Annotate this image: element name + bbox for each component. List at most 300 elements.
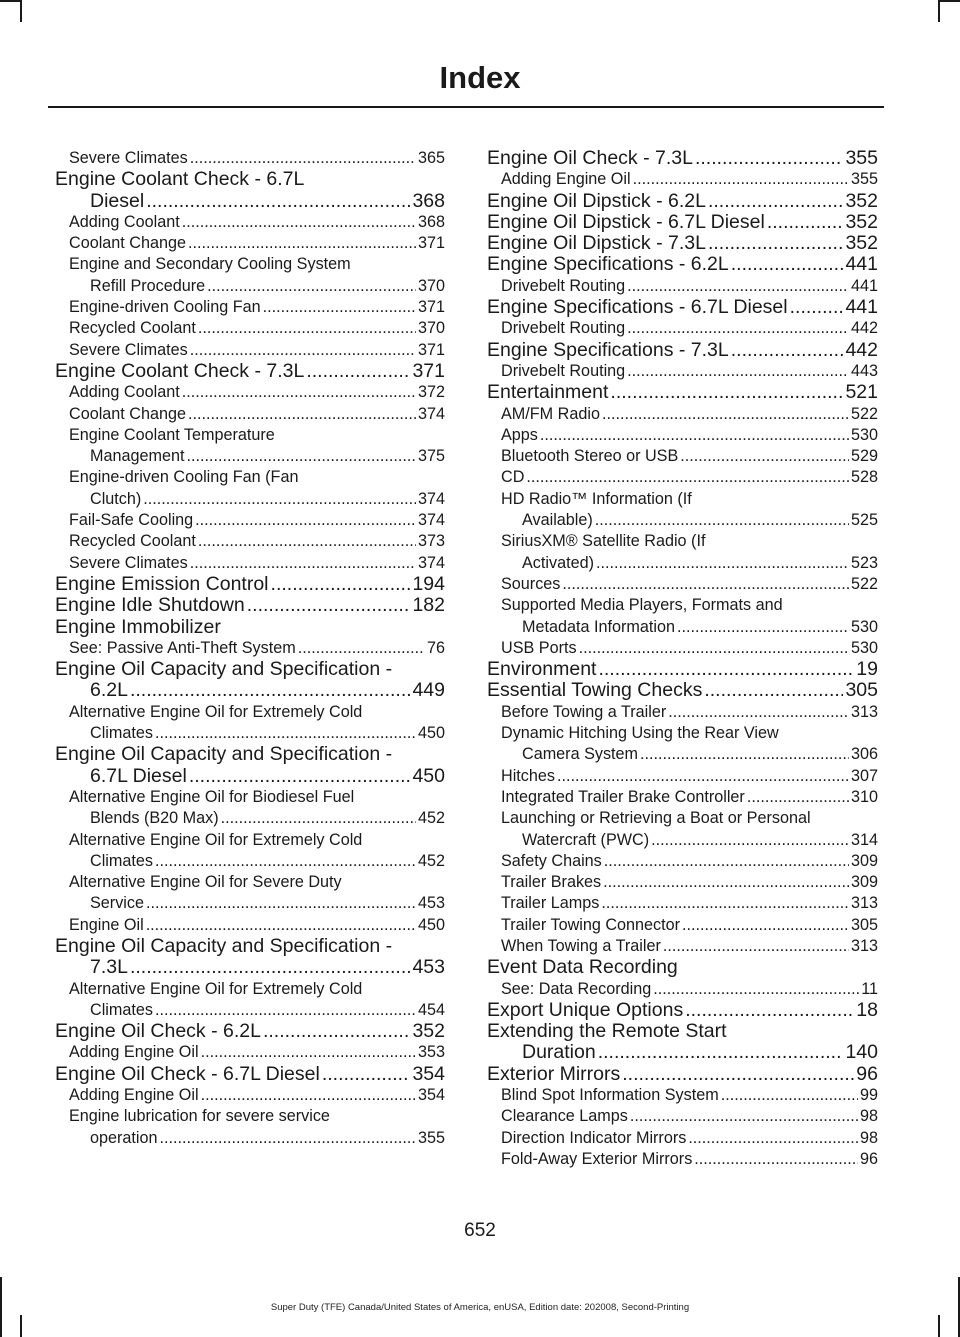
index-subentry[interactable] (55, 276, 445, 297)
index-entry[interactable] (487, 148, 878, 169)
page-ref[interactable]: 374 (417, 489, 445, 508)
index-subentry[interactable] (55, 1000, 445, 1021)
index-entry[interactable] (55, 680, 445, 701)
dot-leader (298, 638, 425, 659)
dot-leader (201, 1085, 416, 1106)
page-ref[interactable]: 310 (850, 787, 878, 806)
index-entry[interactable] (55, 766, 445, 787)
index-entry[interactable] (487, 659, 878, 680)
dot-leader (596, 553, 849, 574)
entry-label: Hitches (501, 766, 555, 785)
entry-label: Blends (B20 Max) (90, 809, 219, 828)
index-subentry[interactable] (487, 787, 878, 808)
index-subentry (55, 425, 445, 446)
dot-leader (790, 297, 844, 318)
dot-leader (598, 1042, 844, 1063)
page-ref[interactable]: 19 (856, 658, 878, 681)
crop-mark (940, 0, 960, 2)
dot-leader (189, 766, 411, 787)
dot-leader (622, 1064, 854, 1085)
index-subentry[interactable] (487, 766, 878, 787)
page-ref[interactable]: 530 (850, 425, 878, 444)
index-subentry[interactable] (55, 404, 445, 425)
dot-leader (182, 212, 416, 233)
index-entry[interactable] (487, 680, 878, 701)
page-ref[interactable]: 375 (417, 447, 445, 466)
index-subentry[interactable] (487, 553, 878, 574)
page-ref[interactable]: 305 (845, 679, 878, 702)
entry-label: Engine Oil Capacity and Specification - (55, 934, 393, 957)
page-ref[interactable]: 352 (845, 232, 878, 255)
dot-leader (182, 382, 416, 403)
index-subentry[interactable] (55, 318, 445, 339)
page-ref[interactable]: 441 (845, 296, 878, 319)
entry-label: Fail-Safe Cooling (69, 511, 194, 530)
index-subentry[interactable] (487, 744, 878, 765)
entry-label: Integrated Trailer Brake Controller (501, 787, 745, 806)
page-ref[interactable]: 523 (850, 553, 878, 572)
dot-leader (630, 1106, 858, 1127)
page-ref[interactable]: 76 (426, 638, 445, 657)
index-entry[interactable] (487, 191, 878, 212)
index-subentry[interactable] (55, 851, 445, 872)
index-entry (55, 169, 445, 190)
index-subentry[interactable] (487, 510, 878, 531)
index-subentry[interactable] (487, 425, 878, 446)
page-ref[interactable]: 453 (417, 894, 445, 913)
page-ref[interactable]: 96 (856, 1062, 878, 1085)
page-ref[interactable]: 306 (850, 745, 878, 764)
index-entry[interactable] (55, 361, 445, 382)
page-ref[interactable]: 305 (850, 915, 878, 934)
entry-label: Climates (90, 851, 153, 870)
dot-leader (695, 148, 844, 169)
index-subentry (55, 979, 445, 1000)
dot-leader (540, 425, 849, 446)
index-subentry[interactable] (487, 617, 878, 638)
dot-leader (767, 212, 844, 233)
entry-label: Engine Specifications - 7.3L (487, 338, 729, 361)
page-ref[interactable]: 374 (417, 553, 445, 572)
index-entry[interactable] (55, 574, 445, 595)
entry-label: Clutch) (90, 489, 142, 508)
page-ref[interactable]: 450 (417, 915, 445, 934)
index-entry[interactable] (487, 340, 878, 361)
dot-leader (682, 915, 849, 936)
page-ref[interactable]: 522 (850, 574, 878, 593)
dot-leader (747, 787, 849, 808)
page-ref[interactable]: 194 (412, 572, 445, 595)
dot-leader (146, 191, 410, 212)
dot-leader (653, 979, 859, 1000)
dot-leader (155, 723, 416, 744)
dot-leader (188, 233, 416, 254)
index-subentry[interactable] (55, 446, 445, 467)
entry-label: Engine Oil Dipstick - 6.2L (487, 189, 706, 212)
entry-label: operation (90, 1128, 158, 1147)
index-subentry[interactable] (487, 574, 878, 595)
index-entry[interactable] (55, 957, 445, 978)
page-ref[interactable]: 354 (417, 1086, 445, 1105)
page-ref[interactable]: 370 (417, 276, 445, 295)
entry-label: Engine Oil Capacity and Specification - (55, 743, 393, 766)
index-subentry[interactable] (487, 1128, 878, 1149)
index-entry[interactable] (487, 1064, 878, 1085)
dot-leader (195, 510, 416, 531)
page-ref[interactable]: 99 (859, 1086, 878, 1105)
index-subentry[interactable] (55, 893, 445, 914)
entry-label: Recycled Coolant (69, 319, 196, 338)
dot-leader (688, 1128, 858, 1149)
index-entry[interactable] (487, 1000, 878, 1021)
page-ref[interactable]: 355 (845, 147, 878, 169)
entry-label: Engine Coolant Temperature (69, 425, 275, 444)
index-subentry[interactable] (487, 936, 878, 957)
page-ref[interactable]: 354 (412, 1062, 445, 1085)
page-ref[interactable]: 371 (412, 359, 445, 382)
page-ref[interactable]: 368 (412, 189, 445, 212)
index-subentry (487, 595, 878, 616)
entry-label: Engine Coolant Check - 6.7L (55, 168, 305, 191)
dot-leader (306, 361, 410, 382)
page-ref[interactable]: 529 (850, 447, 878, 466)
index-subentry[interactable] (487, 830, 878, 851)
entry-label: Engine Oil Check - 6.2L (55, 1020, 261, 1043)
index-subentry[interactable] (55, 1085, 445, 1106)
entry-label: Severe Climates (69, 149, 188, 167)
entry-label: When Towing a Trailer (501, 936, 661, 955)
entry-label: Available) (522, 511, 593, 530)
dot-leader (155, 1000, 416, 1021)
index-entry (487, 1021, 878, 1042)
entry-label: Essential Towing Checks (487, 679, 703, 702)
entry-label: Camera System (522, 745, 639, 764)
page-ref[interactable]: 182 (412, 594, 445, 617)
entry-label: Event Data Recording (487, 956, 678, 979)
entry-label: Coolant Change (69, 234, 186, 253)
entry-label: HD Radio™ Information (If (501, 489, 692, 508)
entry-label: Engine Specifications - 6.2L (487, 253, 729, 276)
index-subentry[interactable] (487, 169, 878, 190)
index-subentry[interactable] (487, 1149, 878, 1170)
page-ref[interactable]: 98 (859, 1107, 878, 1126)
page-ref[interactable]: 442 (850, 319, 878, 338)
index-subentry[interactable] (487, 404, 878, 425)
page-ref[interactable]: 371 (417, 298, 445, 317)
page-ref[interactable]: 355 (417, 1128, 445, 1147)
index-entry[interactable] (55, 191, 445, 212)
entry-label: Engine Oil (69, 915, 144, 934)
entry-label: Refill Procedure (90, 276, 206, 295)
index-subentry[interactable] (55, 148, 445, 169)
entry-label: Engine Oil Check - 7.3L (487, 147, 693, 169)
page-ref[interactable]: 368 (417, 212, 445, 231)
entry-label: Climates (90, 1000, 153, 1019)
index-subentry[interactable] (487, 979, 878, 1000)
index-column-right (487, 148, 878, 1170)
index-subentry (487, 531, 878, 552)
page-ref[interactable]: 352 (845, 210, 878, 233)
page-ref[interactable]: 441 (850, 276, 878, 295)
entry-label: Adding Coolant (69, 212, 180, 231)
index-subentry (55, 467, 445, 488)
entry-label: Engine Coolant Check - 7.3L (55, 359, 305, 382)
index-subentry (487, 808, 878, 829)
index-subentry[interactable] (487, 446, 878, 467)
index-subentry[interactable] (55, 915, 445, 936)
page-ref[interactable]: 528 (850, 468, 878, 487)
entry-label: Apps (501, 425, 538, 444)
index-subentry[interactable] (55, 233, 445, 254)
index-subentry[interactable] (487, 872, 878, 893)
page-ref[interactable]: 314 (850, 830, 878, 849)
entry-label: Supported Media Players, Formats and (501, 596, 783, 615)
dot-leader (627, 361, 849, 382)
entry-label: 6.7L Diesel (90, 764, 187, 787)
entry-label: Launching or Retrieving a Boat or Personal (501, 809, 811, 828)
page-ref[interactable]: 442 (845, 338, 878, 361)
entry-label: Adding Engine Oil (501, 170, 631, 189)
index-subentry[interactable] (487, 1085, 878, 1106)
dot-leader (651, 830, 849, 851)
entry-label: Drivebelt Routing (501, 319, 626, 338)
dot-leader (221, 808, 416, 829)
entry-label: Recycled Coolant (69, 532, 196, 551)
dot-leader (663, 936, 849, 957)
entry-label: Climates (90, 724, 153, 743)
index-subentry[interactable] (487, 467, 878, 488)
entry-label: Severe Climates (69, 340, 188, 359)
index-entry[interactable] (487, 382, 878, 403)
entry-label: Blind Spot Information System (501, 1086, 719, 1105)
index-subentry[interactable] (487, 1106, 878, 1127)
dot-leader (198, 318, 416, 339)
entry-label: Engine Specifications - 6.7L Diesel (487, 296, 788, 319)
index-subentry (55, 1106, 445, 1127)
page-ref[interactable]: 11 (861, 979, 878, 998)
entry-label: Watercraft (PWC) (522, 830, 650, 849)
index-subentry[interactable] (55, 1128, 445, 1149)
page-ref[interactable]: 530 (850, 638, 878, 657)
index-entry (55, 936, 445, 957)
index-subentry[interactable] (487, 638, 878, 659)
index-column-left (55, 148, 445, 1149)
page-ref[interactable]: 365 (417, 149, 445, 167)
entry-label: Before Towing a Trailer (501, 702, 667, 721)
dot-leader (633, 169, 849, 190)
page-ref[interactable]: 525 (850, 511, 878, 530)
index-entry (55, 659, 445, 680)
entry-label: Engine Oil Dipstick - 6.7L Diesel (487, 210, 765, 233)
page-ref[interactable]: 18 (856, 998, 878, 1021)
page-ref[interactable]: 449 (412, 679, 445, 702)
dot-leader (601, 893, 849, 914)
page-ref[interactable]: 530 (850, 617, 878, 636)
index-subentry[interactable] (487, 276, 878, 297)
page-ref[interactable]: 370 (417, 319, 445, 338)
dot-leader (562, 574, 849, 595)
index-entry[interactable] (487, 1042, 878, 1063)
crop-mark (938, 0, 940, 22)
dot-leader (130, 957, 411, 978)
entry-label: Entertainment (487, 381, 609, 404)
edition-footer: Super Duty (TFE) Canada/United States of America, enUSA, Edition date: 202008, Second-Printing (270, 1302, 690, 1313)
page-ref[interactable]: 450 (417, 724, 445, 743)
page-ref[interactable]: 140 (845, 1041, 878, 1064)
page-ref[interactable]: 313 (850, 936, 878, 955)
entry-label: Clearance Lamps (501, 1107, 628, 1126)
entry-label: Diesel (90, 189, 145, 212)
entry-label: Extending the Remote Start (487, 1020, 727, 1043)
index-subentry[interactable] (487, 893, 878, 914)
page-ref[interactable]: 374 (417, 404, 445, 423)
index-subentry[interactable] (487, 851, 878, 872)
entry-label: Management (90, 447, 185, 466)
entry-label: Fold-Away Exterior Mirrors (501, 1149, 693, 1168)
index-subentry[interactable] (487, 702, 878, 723)
page-ref[interactable]: 307 (850, 766, 878, 785)
dot-leader (143, 489, 416, 510)
index-subentry[interactable] (55, 340, 445, 361)
dot-leader (188, 404, 416, 425)
page-ref[interactable]: 371 (417, 340, 445, 359)
dot-leader (263, 297, 416, 318)
index-subentry[interactable] (487, 318, 878, 339)
dot-leader (685, 1000, 854, 1021)
crop-mark (938, 1315, 940, 1337)
page-ref[interactable]: 374 (417, 511, 445, 530)
entry-label: Trailer Lamps (501, 894, 600, 913)
dot-leader (668, 702, 849, 723)
entry-label: Engine lubrication for severe service (69, 1107, 330, 1126)
dot-leader (731, 340, 844, 361)
index-subentry[interactable] (55, 638, 445, 659)
entry-label: Adding Engine Oil (69, 1086, 199, 1105)
index-entry[interactable] (487, 233, 878, 254)
page-ref[interactable]: 313 (850, 702, 878, 721)
page-ref[interactable]: 355 (850, 170, 878, 189)
page-ref[interactable]: 371 (417, 234, 445, 253)
page-number: 652 (464, 1220, 496, 1241)
dot-leader (579, 638, 849, 659)
index-entry (55, 744, 445, 765)
dot-leader (190, 340, 416, 361)
entry-label: Dynamic Hitching Using the Rear View (501, 724, 779, 743)
index-subentry (55, 872, 445, 893)
index-entry[interactable] (55, 1064, 445, 1085)
entry-label: Alternative Engine Oil for Severe Duty (69, 873, 342, 892)
entry-label: Alternative Engine Oil for Biodiesel Fuel (69, 787, 355, 806)
page-ref[interactable]: 522 (850, 404, 878, 423)
entry-label: Engine Oil Check - 6.7L Diesel (55, 1062, 320, 1085)
dot-leader (708, 233, 844, 254)
entry-label: See: Data Recording (501, 979, 652, 998)
page-ref[interactable]: 373 (417, 532, 445, 551)
index-subentry[interactable] (55, 808, 445, 829)
dot-leader (598, 659, 854, 680)
index-entry[interactable] (487, 254, 878, 275)
entry-label: Bluetooth Stereo or USB (501, 447, 679, 466)
entry-label: Engine Immobilizer (55, 615, 221, 638)
entry-label: Drivebelt Routing (501, 276, 626, 295)
index-entry[interactable] (55, 595, 445, 616)
page-ref[interactable]: 372 (417, 383, 445, 402)
page-ref[interactable]: 450 (412, 764, 445, 787)
entry-label: Engine Oil Capacity and Specification - (55, 658, 393, 681)
index-subentry[interactable] (55, 531, 445, 552)
entry-label: Sources (501, 574, 561, 593)
entry-label: Safety Chains (501, 851, 602, 870)
crop-mark (0, 0, 20, 2)
entry-label: Adding Engine Oil (69, 1043, 199, 1062)
page-ref[interactable]: 313 (850, 894, 878, 913)
page-ref[interactable]: 453 (412, 956, 445, 979)
entry-label: Alternative Engine Oil for Extremely Cold (69, 702, 363, 721)
index-subentry[interactable] (487, 361, 878, 382)
index-subentry[interactable] (55, 553, 445, 574)
index-subentry[interactable] (55, 212, 445, 233)
page-ref[interactable]: 353 (417, 1043, 445, 1062)
index-subentry[interactable] (55, 510, 445, 531)
dot-leader (155, 851, 416, 872)
index-subentry (487, 723, 878, 744)
page-ref[interactable]: 98 (859, 1128, 878, 1147)
dot-leader (595, 510, 849, 531)
dot-leader (198, 531, 416, 552)
dot-leader (610, 382, 843, 403)
page-ref[interactable]: 309 (850, 873, 878, 892)
page-ref[interactable]: 441 (845, 253, 878, 276)
index-entry[interactable] (55, 1021, 445, 1042)
page-ref[interactable]: 452 (417, 809, 445, 828)
page-ref[interactable]: 352 (412, 1020, 445, 1043)
index-subentry[interactable] (55, 1042, 445, 1063)
page-ref[interactable]: 309 (850, 851, 878, 870)
entry-label: Metadata Information (522, 617, 675, 636)
dot-leader (694, 1149, 858, 1170)
page-ref[interactable]: 443 (850, 361, 878, 380)
entry-label: Engine-driven Cooling Fan (Fan (69, 468, 299, 487)
index-subentry[interactable] (487, 915, 878, 936)
dot-leader (146, 915, 416, 936)
dot-leader (263, 1021, 411, 1042)
dot-leader (247, 595, 411, 616)
entry-label: Engine Oil Dipstick - 7.3L (487, 232, 706, 255)
page-ref[interactable]: 454 (417, 1000, 445, 1019)
dot-leader (627, 276, 849, 297)
index-entry[interactable] (487, 297, 878, 318)
crop-mark (20, 1315, 22, 1337)
dot-leader (731, 254, 844, 275)
dot-leader (640, 744, 849, 765)
page-ref[interactable]: 352 (845, 189, 878, 212)
index-subentry[interactable] (55, 723, 445, 744)
index-subentry[interactable] (55, 489, 445, 510)
dot-leader (680, 446, 849, 467)
page-ref[interactable]: 452 (417, 851, 445, 870)
index-entry[interactable] (487, 212, 878, 233)
page-ref[interactable]: 96 (859, 1149, 878, 1168)
index-subentry[interactable] (55, 382, 445, 403)
index-subentry[interactable] (55, 297, 445, 318)
entry-label: Direction Indicator Mirrors (501, 1128, 687, 1147)
entry-label: Export Unique Options (487, 998, 684, 1021)
dot-leader (201, 1042, 416, 1063)
entry-label: Engine Idle Shutdown (55, 594, 245, 617)
page-ref[interactable]: 521 (845, 381, 878, 404)
dot-leader (677, 617, 849, 638)
index-subentry (55, 254, 445, 275)
